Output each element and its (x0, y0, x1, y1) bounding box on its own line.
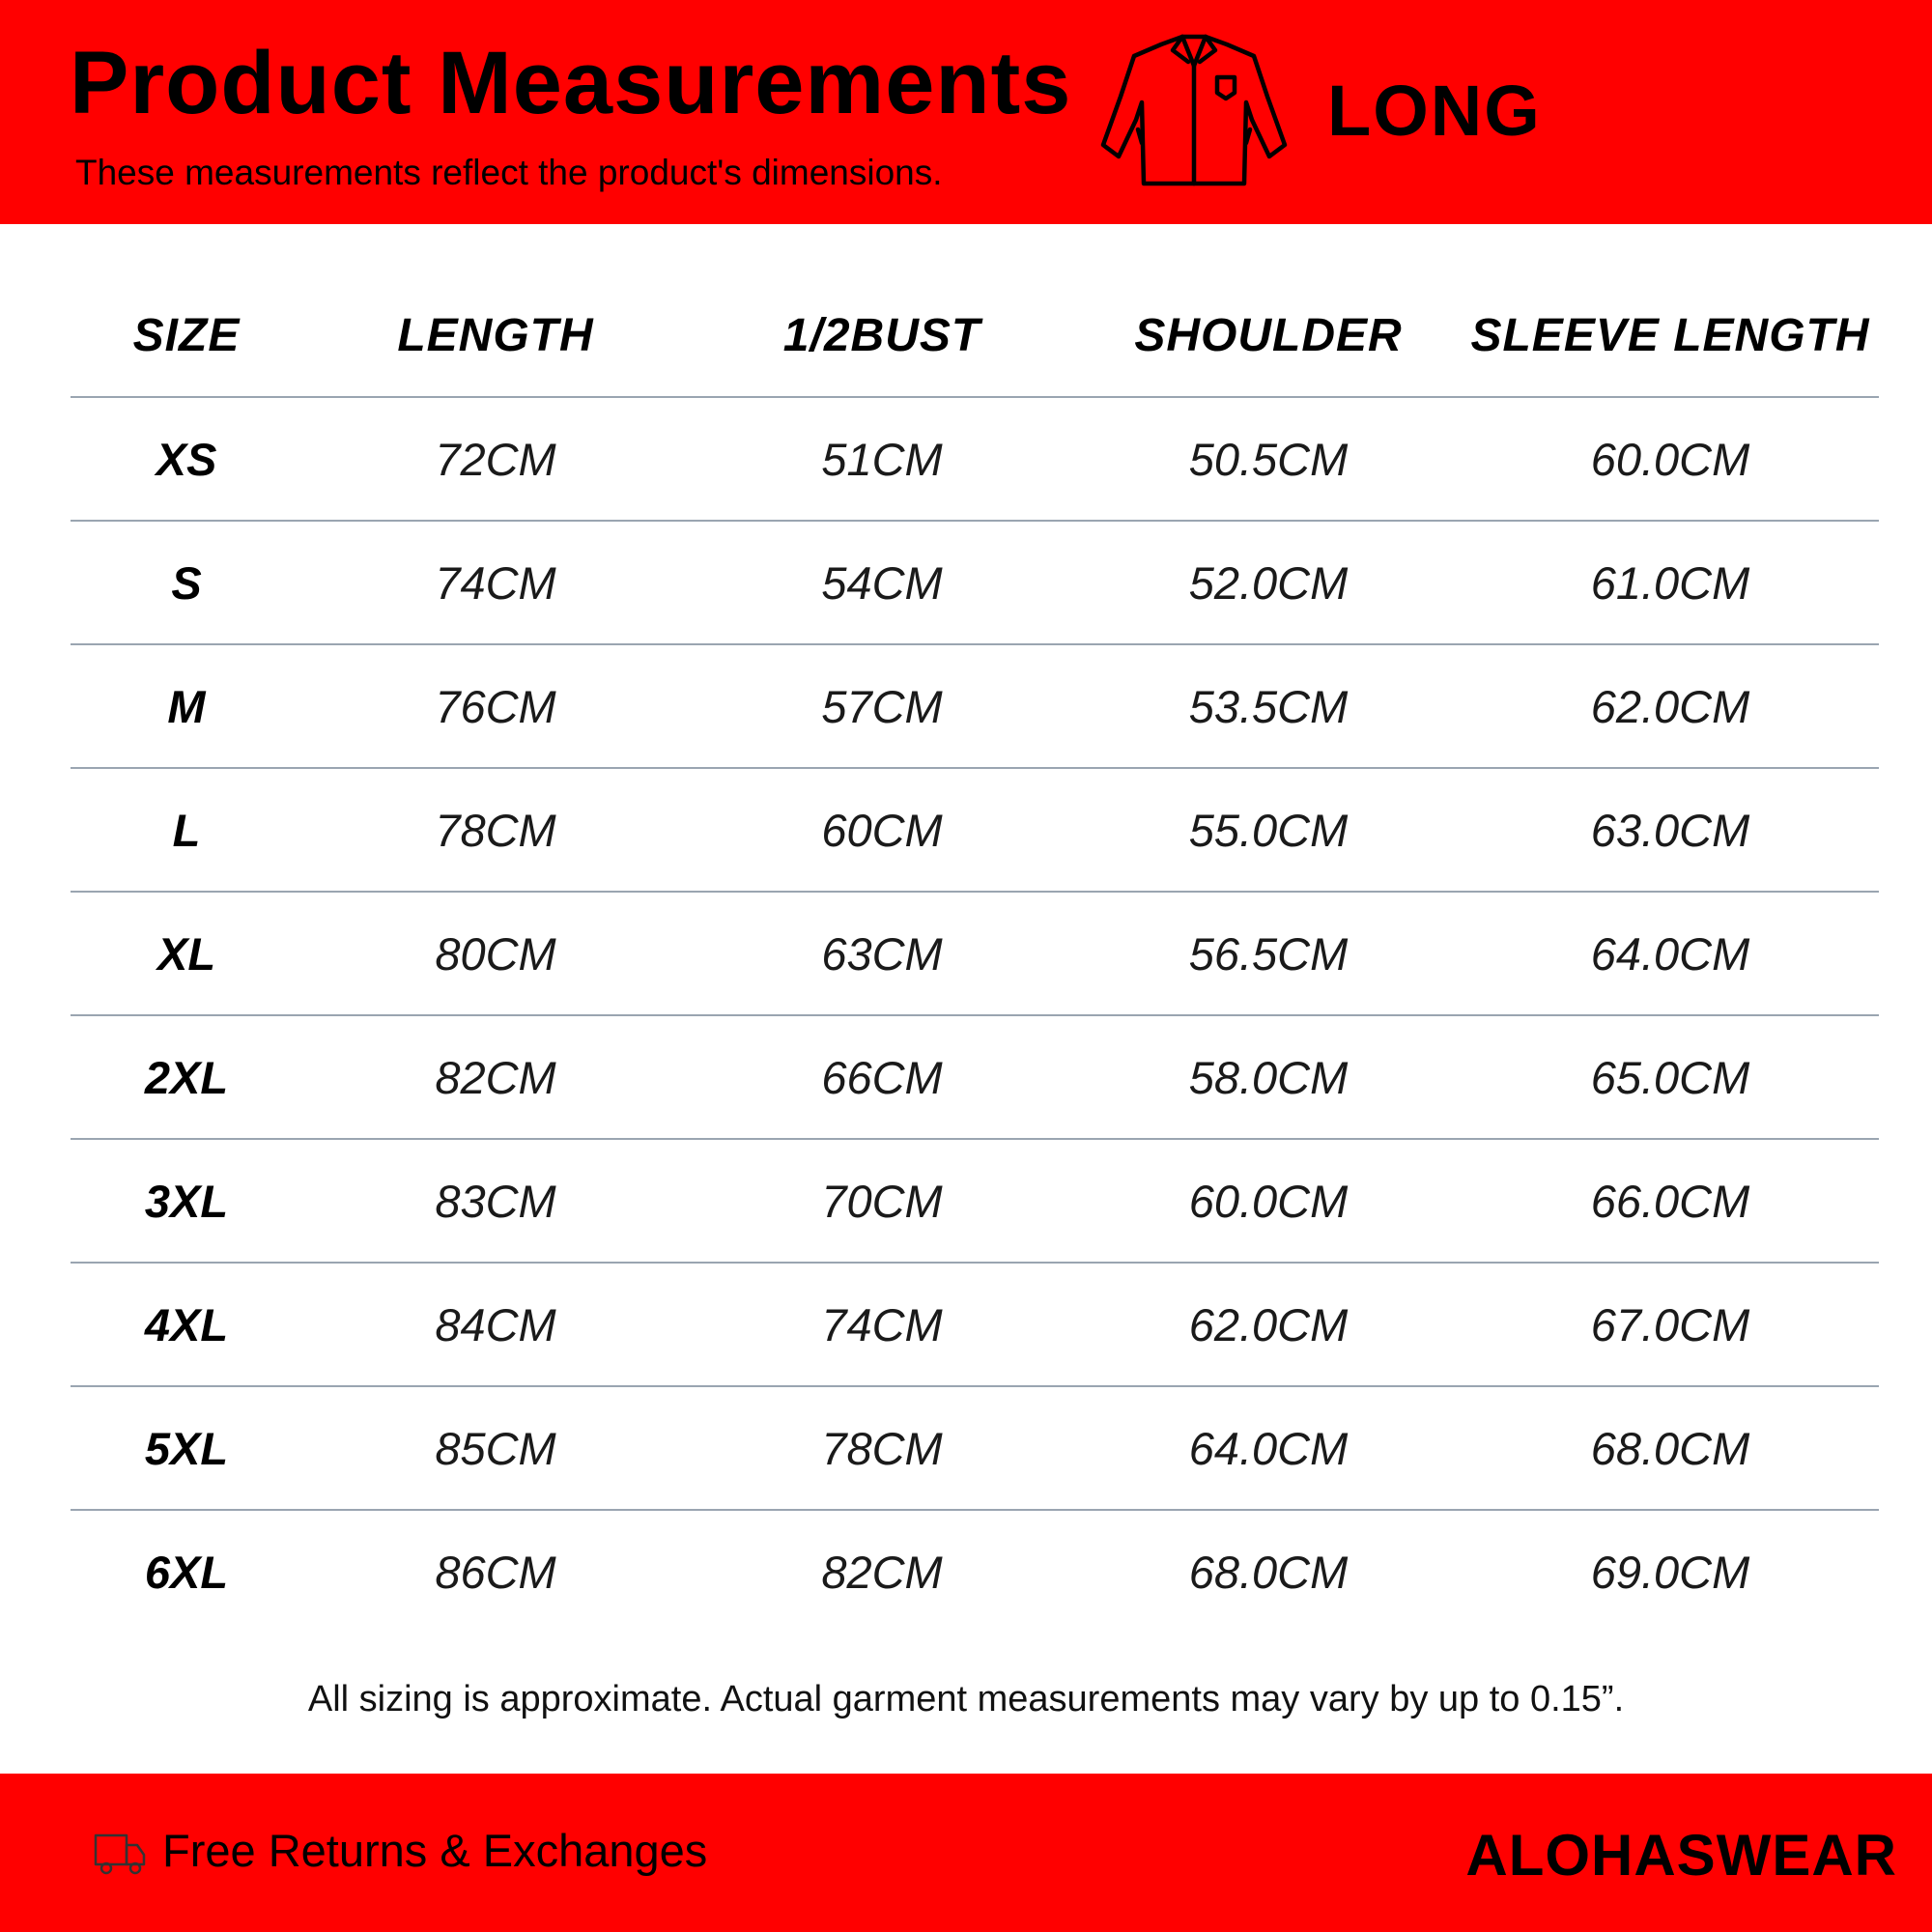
sleeve-length-cell: 68.0CM (1462, 1386, 1879, 1510)
half-bust-cell: 60CM (689, 768, 1075, 892)
length-cell: 84CM (302, 1263, 689, 1386)
column-header-length: LENGTH (302, 275, 689, 397)
size-cell: 2XL (71, 1015, 302, 1139)
size-cell: 6XL (144, 1546, 229, 1598)
length-cell: 85CM (302, 1386, 689, 1510)
sleeve-length-cell: 66.0CM (1462, 1139, 1879, 1263)
page-subtitle: These measurements reflect the product's dimensions. (75, 153, 943, 192)
page-title: Product Measurements (70, 34, 1072, 132)
half-bust-cell: 54CM (689, 521, 1075, 644)
table-row (71, 644, 1879, 768)
column-header-sleeve-length: SLEEVE LENGTH (1462, 275, 1879, 397)
shoulder-cell: 55.0CM (1075, 768, 1462, 892)
header-banner (0, 0, 1932, 224)
size-cell: 4XL (71, 1263, 302, 1386)
column-header-size: SIZE (71, 275, 302, 397)
fit-label: LONG (1327, 71, 1542, 151)
half-bust-cell: 63CM (689, 892, 1075, 1015)
brand-logo: ALOHASWEAR (1465, 1823, 1897, 1888)
sleeve-length-cell: 62.0CM (1462, 644, 1879, 768)
length-cell: 78CM (302, 768, 689, 892)
size-cell: M (71, 644, 302, 768)
table-row (71, 892, 1879, 1015)
table-row (71, 1139, 1879, 1263)
half-bust-cell: 57CM (689, 644, 1075, 768)
footer-banner (0, 1774, 1932, 1932)
half-bust-cell: 82CM (821, 1546, 943, 1598)
size-cell: XL (71, 892, 302, 1015)
shoulder-cell: 50.5CM (1075, 397, 1462, 521)
table-row (71, 1015, 1879, 1139)
size-cell: XS (71, 397, 302, 521)
column-header-half-bust: 1/2BUST (689, 275, 1075, 397)
table-row (71, 1263, 1879, 1386)
half-bust-cell: 66CM (689, 1015, 1075, 1139)
shoulder-cell: 68.0CM (1188, 1546, 1349, 1598)
shoulder-cell: 62.0CM (1075, 1263, 1462, 1386)
shoulder-cell: 64.0CM (1075, 1386, 1462, 1510)
size-cell: L (71, 768, 302, 892)
sleeve-length-cell: 63.0CM (1462, 768, 1879, 892)
half-bust-cell: 51CM (689, 397, 1075, 521)
size-cell: S (71, 521, 302, 644)
length-cell: 82CM (302, 1015, 689, 1139)
sleeve-length-cell: 67.0CM (1462, 1263, 1879, 1386)
table-row (71, 397, 1879, 521)
shoulder-cell: 60.0CM (1075, 1139, 1462, 1263)
half-bust-cell: 70CM (689, 1139, 1075, 1263)
shoulder-cell: 56.5CM (1075, 892, 1462, 1015)
sleeve-length-cell: 61.0CM (1462, 521, 1879, 644)
half-bust-cell: 74CM (689, 1263, 1075, 1386)
length-cell: 72CM (302, 397, 689, 521)
table-row (71, 521, 1879, 644)
half-bust-cell: 78CM (689, 1386, 1075, 1510)
shoulder-cell: 53.5CM (1075, 644, 1462, 768)
length-cell: 74CM (302, 521, 689, 644)
length-cell: 80CM (302, 892, 689, 1015)
length-cell: 83CM (302, 1139, 689, 1263)
table-header-row (71, 275, 1879, 397)
size-cell: 5XL (71, 1386, 302, 1510)
size-cell: 3XL (71, 1139, 302, 1263)
table-row (71, 1510, 1879, 1633)
truck-icon (93, 1830, 147, 1876)
sleeve-length-cell: 64.0CM (1462, 892, 1879, 1015)
column-header-shoulder: SHOULDER (1075, 275, 1462, 397)
shirt-icon (1099, 27, 1289, 193)
size-chart-table (71, 275, 1879, 1633)
sizing-disclaimer: All sizing is approximate. Actual garment measurements may vary by up to 0.15”. (307, 1679, 1625, 1719)
table-row (71, 1386, 1879, 1510)
table-row (71, 768, 1879, 892)
sleeve-length-cell: 65.0CM (1462, 1015, 1879, 1139)
shoulder-cell: 52.0CM (1075, 521, 1462, 644)
free-returns-text: Free Returns & Exchanges (162, 1825, 708, 1876)
sleeve-length-cell: 60.0CM (1462, 397, 1879, 521)
length-cell: 86CM (435, 1546, 556, 1598)
shoulder-cell: 58.0CM (1075, 1015, 1462, 1139)
sleeve-length-cell: 69.0CM (1590, 1546, 1750, 1598)
length-cell: 76CM (302, 644, 689, 768)
